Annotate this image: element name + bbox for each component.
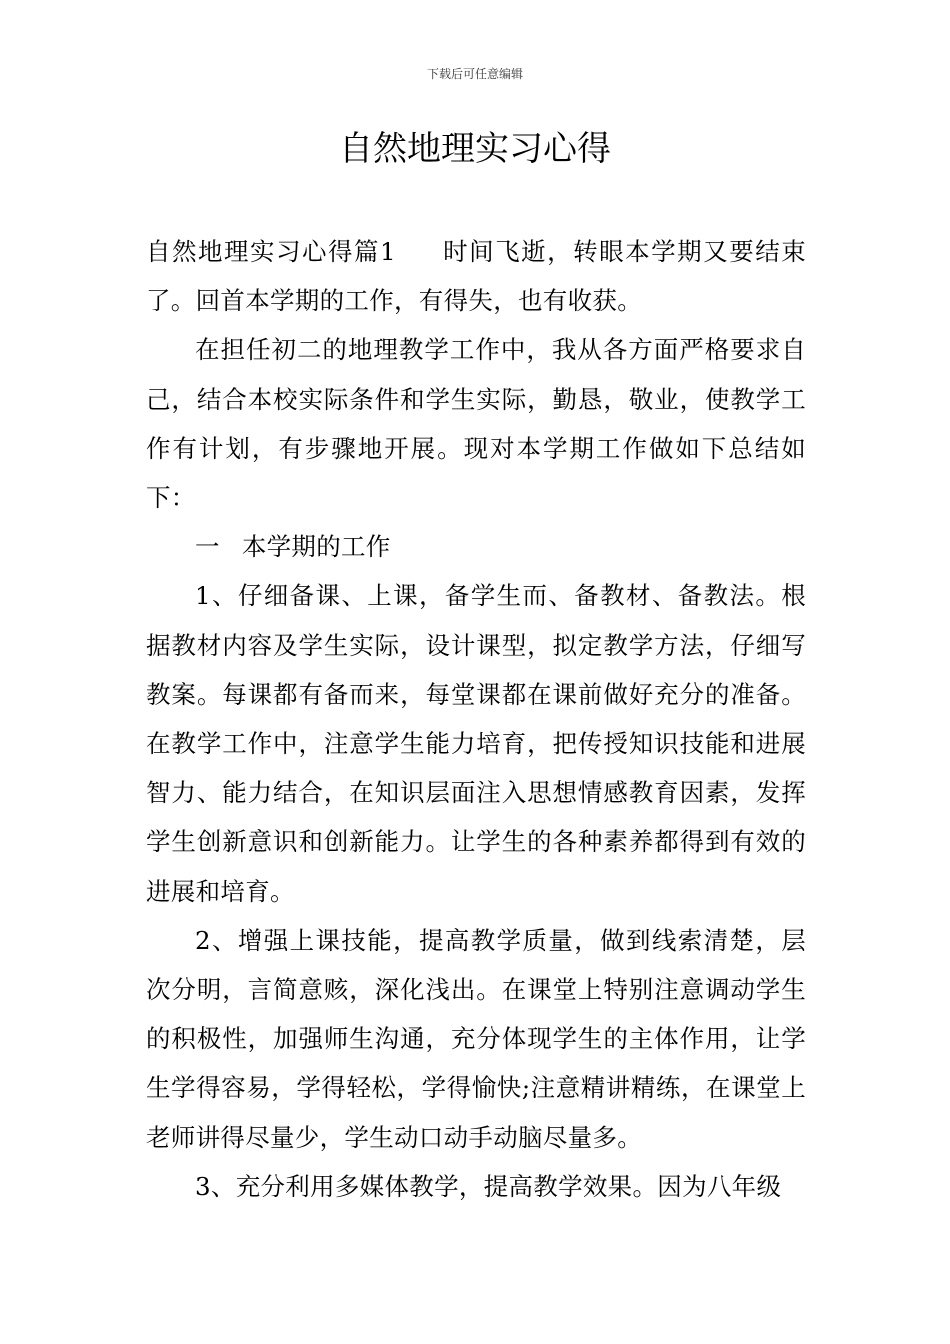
- document-title: 自然地理实习心得: [339, 129, 611, 169]
- header-note: 下载后可任意编辑: [426, 67, 523, 81]
- item-2: 2、增强上课技能，提高教学质量，做到线索清楚，层次分明，言简意赅，深化浅出。在课堂上特别注意调动学生的积极性，加强师生沟通，充分体现学生的主体作用，让学生学得容易，学得轻松，学得愉快;注意精讲精练，在课堂上老师讲得尽量少，学生动口动手动脑尽量多。: [146, 925, 806, 1152]
- section-title: 本学期的工作: [241, 532, 391, 562]
- intro-text: 时间飞逝，转眼本学期又要结束了。回首本学期的工作，有得失，也有收获。: [146, 237, 806, 316]
- intro-paragraph: [146, 227, 806, 325]
- section-heading: [146, 522, 806, 571]
- intro-heading: 自然地理实习心得篇1: [146, 237, 396, 266]
- item-3: 3、充分利用多媒体教学，提高教学效果。因为八年级: [195, 1171, 782, 1201]
- section-number: 一: [195, 532, 220, 562]
- paragraph-1: 在担任初二的地理教学工作中，我从各方面严格要求自己，结合本校实际条件和学生实际，勤恳，敬业，使教学工作有计划，有步骤地开展。现对本学期工作做如下总结如下：: [146, 335, 806, 513]
- item-1: 1、仔细备课、上课，备学生而、备教材、备教法。根据教材内容及学生实际，设计课型，拟定教学方法，仔细写教案。每课都有备而来，每堂课都在课前做好充分的准备。在教学工作中，注意学生能力培育，把传授知识技能和进展智力、能力结合，在知识层面注入思想情感教育因素，发挥学生创新意识和创新能力。让学生的各种素养都得到有效的进展和培育。: [146, 581, 806, 906]
- document-body: [146, 227, 806, 1211]
